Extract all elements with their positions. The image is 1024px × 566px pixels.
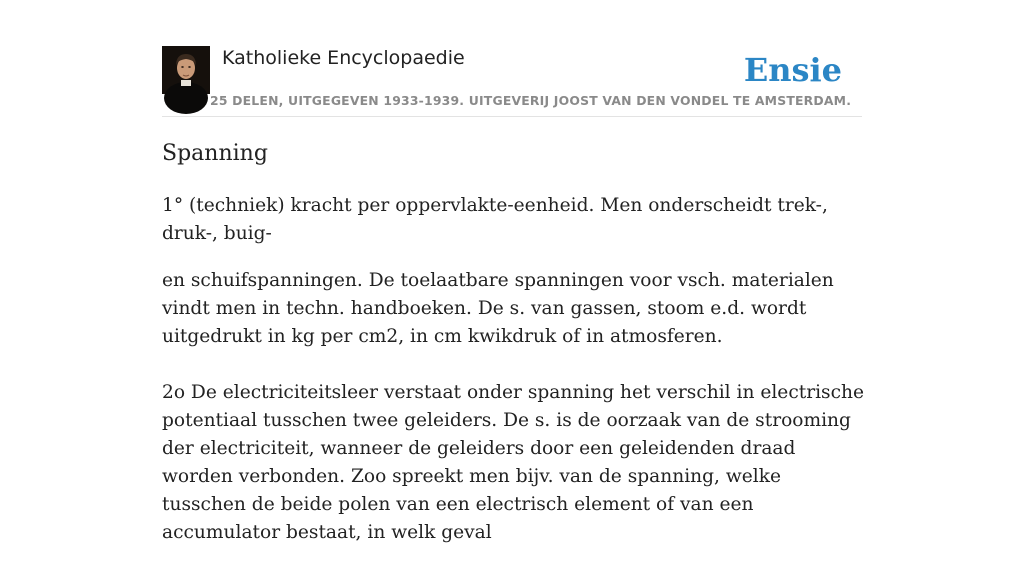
brand-logo-link[interactable]: Ensie xyxy=(743,51,842,89)
site-subtitle: 25 DELEN, UITGEGEVEN 1933-1939. UITGEVERIJ JOOST VAN DEN VONDEL TE AMSTERDAM. xyxy=(210,93,852,108)
site-header xyxy=(162,46,862,117)
entry-paragraph: 1° (techniek) kracht per oppervlakte-eenheid. Men onderscheidt trek-, druk-, buig- xyxy=(162,195,828,244)
entry-paragraph: 2o De electriciteitsleer verstaat onder spanning het verschil in electrische potentiaal tusschen twee geleiders. De s. is de oorzaak van de strooming der electriciteit, wanneer de geleiders door een geleidenden draad worden verbonden. Zoo spreekt men bijv. van de spanning, welke tusschen de beide polen van een electrisch element of van een accumulator bestaat, in welk geval xyxy=(162,382,864,543)
entry-body xyxy=(162,192,867,566)
entry-paragraph: en schuifspanningen. De toelaatbare spanningen voor vsch. materialen vindt men in techn. handboeken. De s. van gassen, stoom e.d. wordt uitgedrukt in kg per cm2, in cm kwikdruk of in atmosferen. xyxy=(162,270,834,347)
portrait-avatar-icon[interactable] xyxy=(162,46,210,94)
site-title[interactable]: Katholieke Encyclopaedie xyxy=(222,47,465,69)
entry-title: Spanning xyxy=(162,141,268,166)
